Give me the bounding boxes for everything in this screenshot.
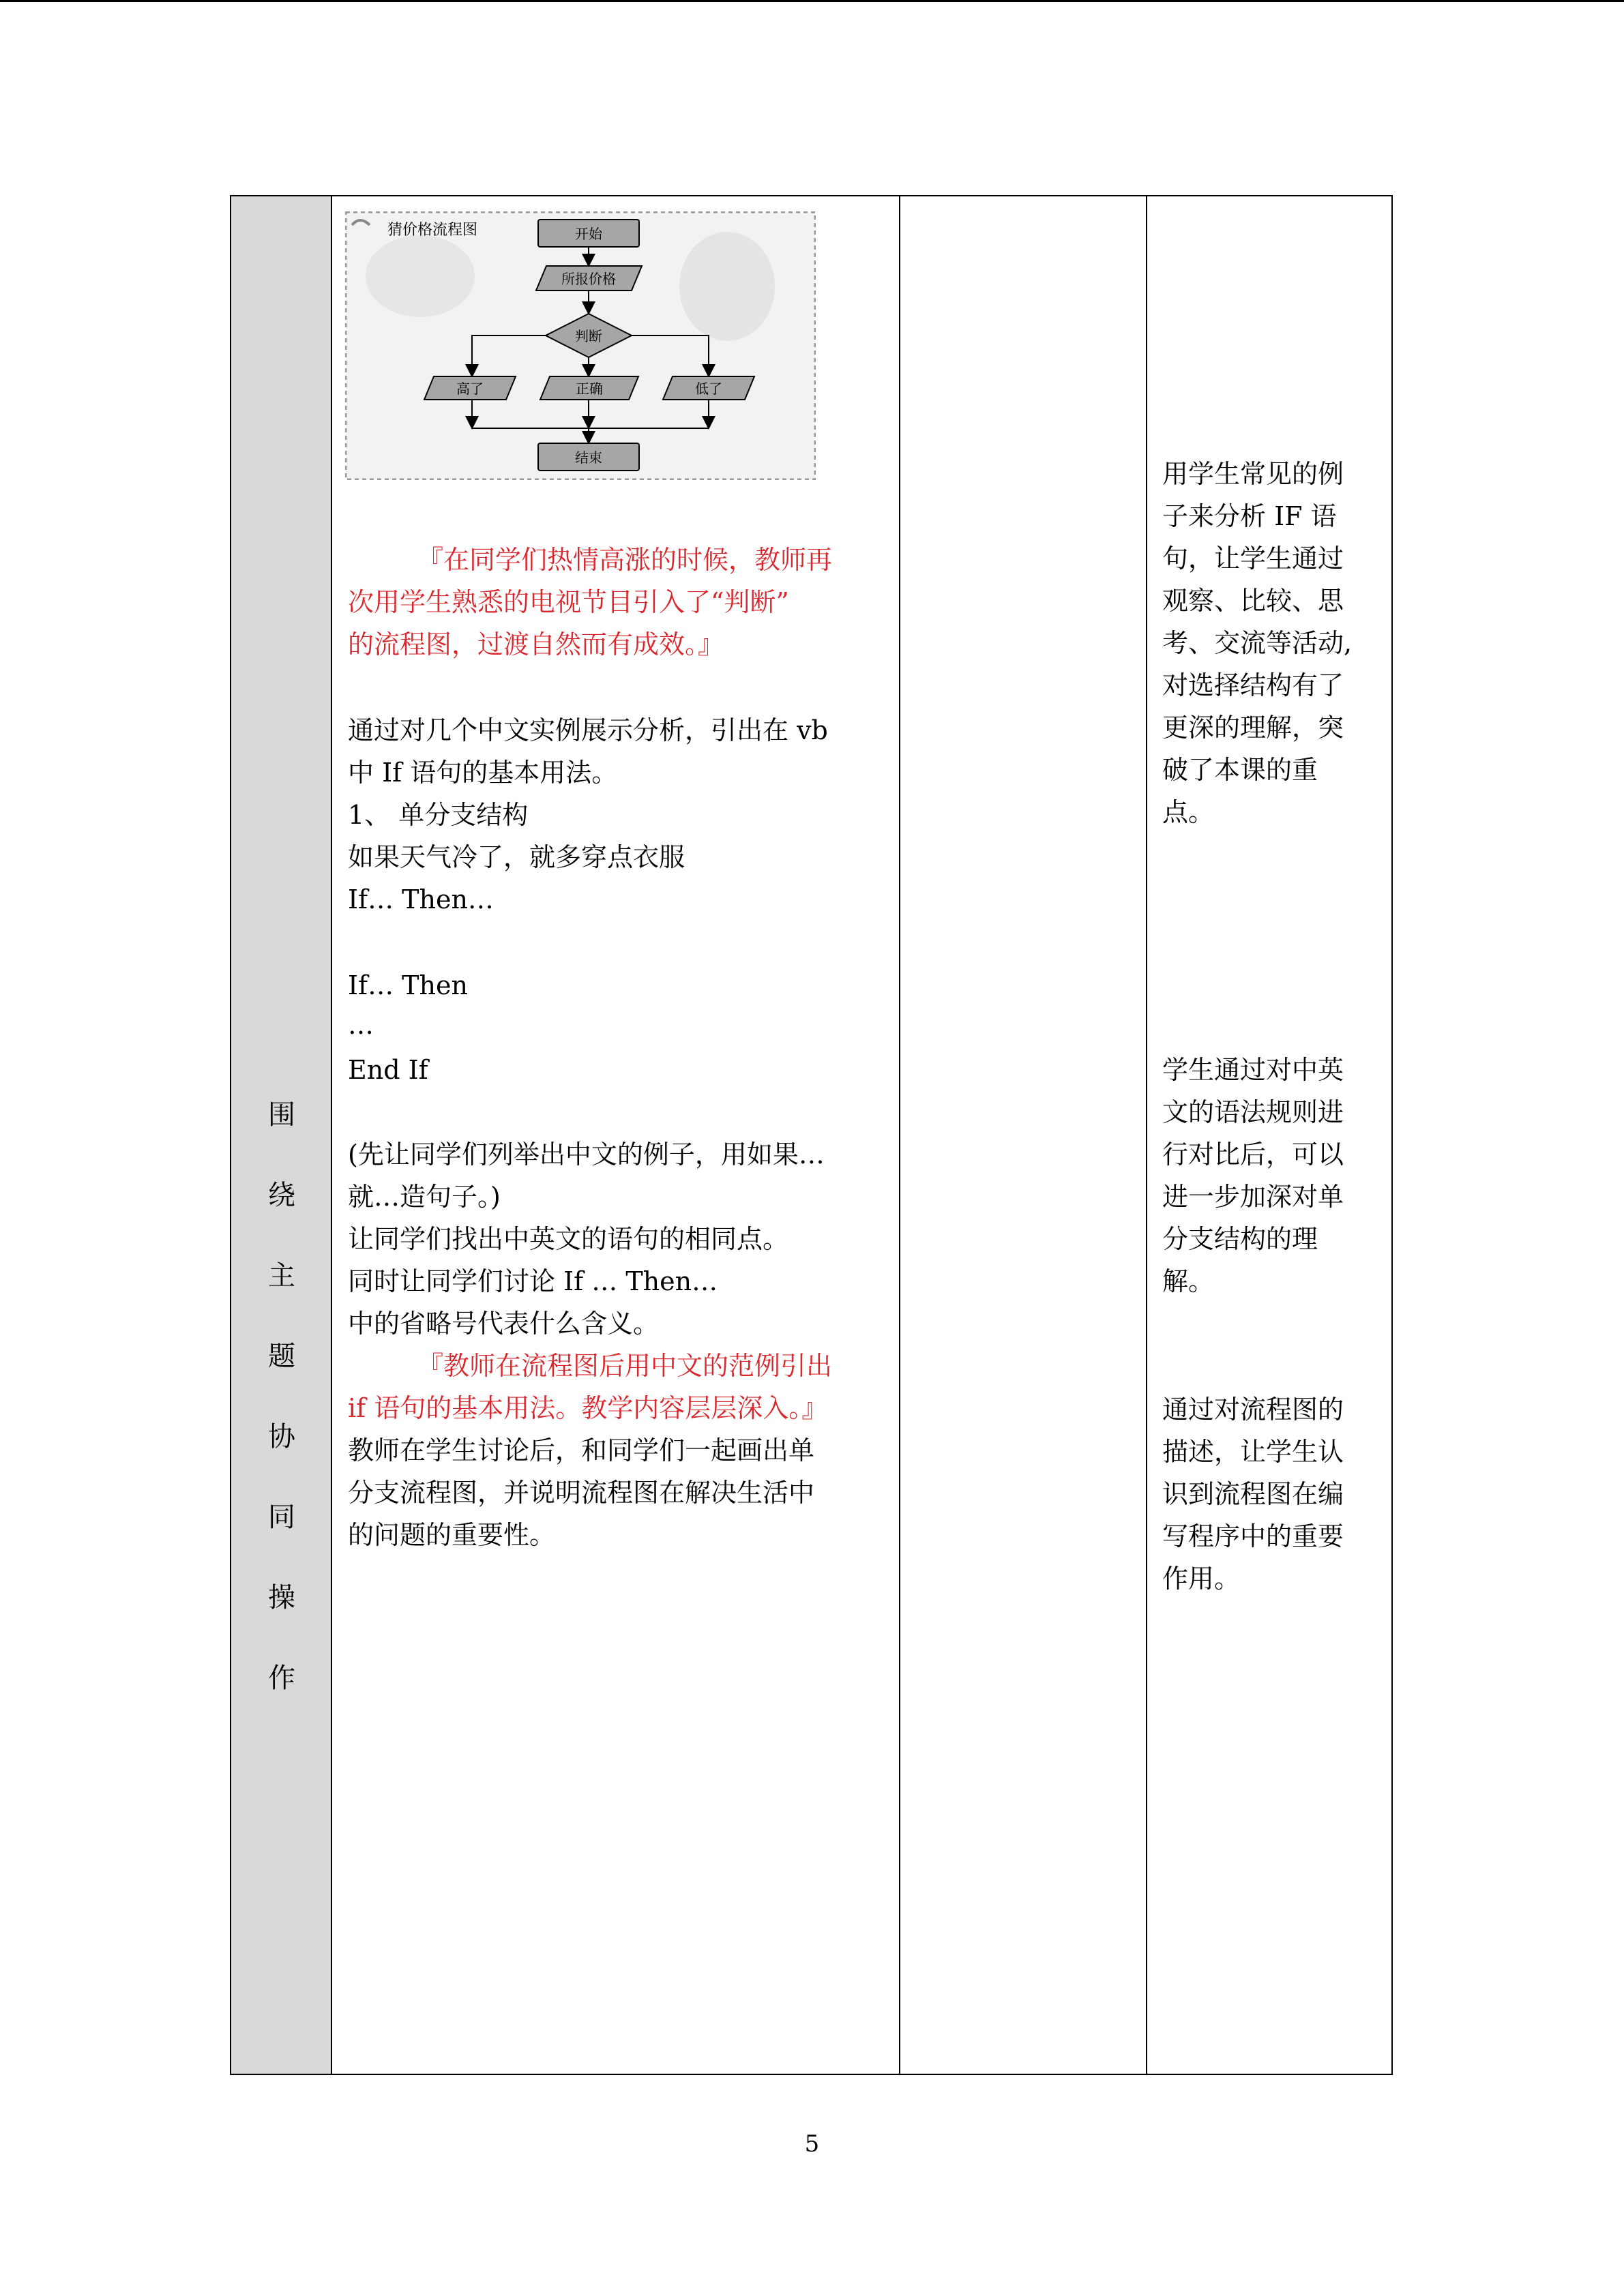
code-line: End If bbox=[348, 1055, 428, 1085]
body-text-line: 1、 单分支结构 bbox=[348, 800, 529, 830]
body-text-line: 的问题的重要性。 bbox=[348, 1520, 556, 1550]
page-number: 5 bbox=[804, 2130, 820, 2158]
body-text-line: 同时让同学们讨论 If … Then… bbox=[348, 1266, 718, 1296]
body-text-line: (先让同学们列举出中文的例子，用如果… bbox=[348, 1139, 825, 1169]
teacher-note-line: 的流程图，过渡自然而有成效。』 bbox=[348, 629, 724, 659]
notes-text-line: 通过对流程图的 bbox=[1162, 1395, 1344, 1425]
start-label: 开始 bbox=[575, 226, 602, 242]
notes-text-line: 写程序中的重要 bbox=[1162, 1521, 1344, 1551]
low-label: 低了 bbox=[695, 381, 722, 397]
background-portrait-shape bbox=[679, 232, 775, 341]
empty-column bbox=[900, 196, 1147, 2074]
side-label-char: 题 bbox=[268, 1341, 295, 1372]
body-text-line: 就…造句子。) bbox=[348, 1182, 501, 1212]
notes-text-line: 子来分析 IF 语 bbox=[1162, 501, 1337, 531]
notes-text-line: 识到流程图在编 bbox=[1162, 1479, 1344, 1509]
side-label-char: 围 bbox=[268, 1099, 295, 1131]
body-text-line: 中的省略号代表什么含义。 bbox=[348, 1309, 660, 1339]
page-top-border bbox=[0, 0, 1624, 2]
notes-text-line: 句，让学生通过 bbox=[1162, 543, 1344, 573]
side-label-char: 协 bbox=[268, 1421, 295, 1452]
side-label-column bbox=[231, 196, 332, 2074]
body-text-line: 通过对几个中文实例展示分析，引出在 vb bbox=[348, 715, 828, 745]
notes-text-line: 点。 bbox=[1162, 797, 1215, 827]
notes-text-line: 文的语法规则进 bbox=[1162, 1097, 1344, 1127]
notes-text-line: 更深的理解，突 bbox=[1162, 713, 1344, 743]
body-text-line: 教师在学生讨论后，和同学们一起画出单 bbox=[348, 1435, 815, 1465]
teacher-note-line: 『教师在流程图后用中文的范例引出 bbox=[417, 1351, 833, 1381]
notes-text-line: 破了本课的重 bbox=[1162, 755, 1318, 785]
notes-text-line: 观察、比较、思 bbox=[1162, 586, 1344, 616]
side-label-char: 操 bbox=[268, 1582, 295, 1613]
notes-text-line: 对选择结构有了 bbox=[1162, 670, 1344, 700]
notes-text-line: 解。 bbox=[1162, 1266, 1215, 1296]
price-guess-flowchart bbox=[345, 211, 816, 480]
decision-label: 判断 bbox=[575, 328, 602, 344]
body-text-line: 让同学们找出中英文的语句的相同点。 bbox=[348, 1224, 789, 1254]
side-label-char: 主 bbox=[268, 1260, 295, 1292]
notes-text-line: 考、交流等活动, bbox=[1162, 628, 1353, 658]
teacher-note-line: if 语句的基本用法。教学内容层层深入。』 bbox=[348, 1393, 828, 1423]
background-logo-shape bbox=[366, 235, 475, 317]
code-line: … bbox=[348, 1010, 374, 1040]
notes-text-line: 行对比后，可以 bbox=[1162, 1139, 1344, 1169]
body-text-line: 分支流程图，并说明流程图在解决生活中 bbox=[348, 1478, 815, 1508]
correct-label: 正确 bbox=[576, 381, 603, 397]
body-text-line: 如果天气冷了，就多穿点衣服 bbox=[348, 842, 685, 872]
side-label-char: 绕 bbox=[268, 1180, 295, 1211]
body-text-line: If… Then… bbox=[348, 884, 494, 914]
notes-text-line: 用学生常见的例 bbox=[1162, 459, 1344, 489]
notes-text-line: 进一步加深对单 bbox=[1162, 1182, 1344, 1212]
body-text-line: 中 If 语句的基本用法。 bbox=[348, 758, 618, 788]
notes-text-line: 作用。 bbox=[1162, 1564, 1241, 1594]
high-label: 高了 bbox=[456, 381, 484, 397]
side-label-char: 作 bbox=[268, 1663, 295, 1694]
notes-text-line: 学生通过对中英 bbox=[1162, 1055, 1344, 1085]
flowchart-title: 猜价格流程图 bbox=[387, 222, 478, 239]
notes-text-line: 描述，让学生认 bbox=[1162, 1437, 1344, 1467]
end-label: 结束 bbox=[575, 449, 602, 466]
notes-text-line: 分支结构的理 bbox=[1162, 1224, 1318, 1254]
teacher-note-line: 次用学生熟悉的电视节目引入了“判断” bbox=[348, 587, 789, 617]
input-label: 所报价格 bbox=[561, 271, 616, 287]
code-line: If… Then bbox=[348, 970, 468, 1000]
teacher-note-line: 『在同学们热情高涨的时候，教师再 bbox=[417, 545, 833, 575]
side-label-char: 同 bbox=[268, 1502, 295, 1533]
